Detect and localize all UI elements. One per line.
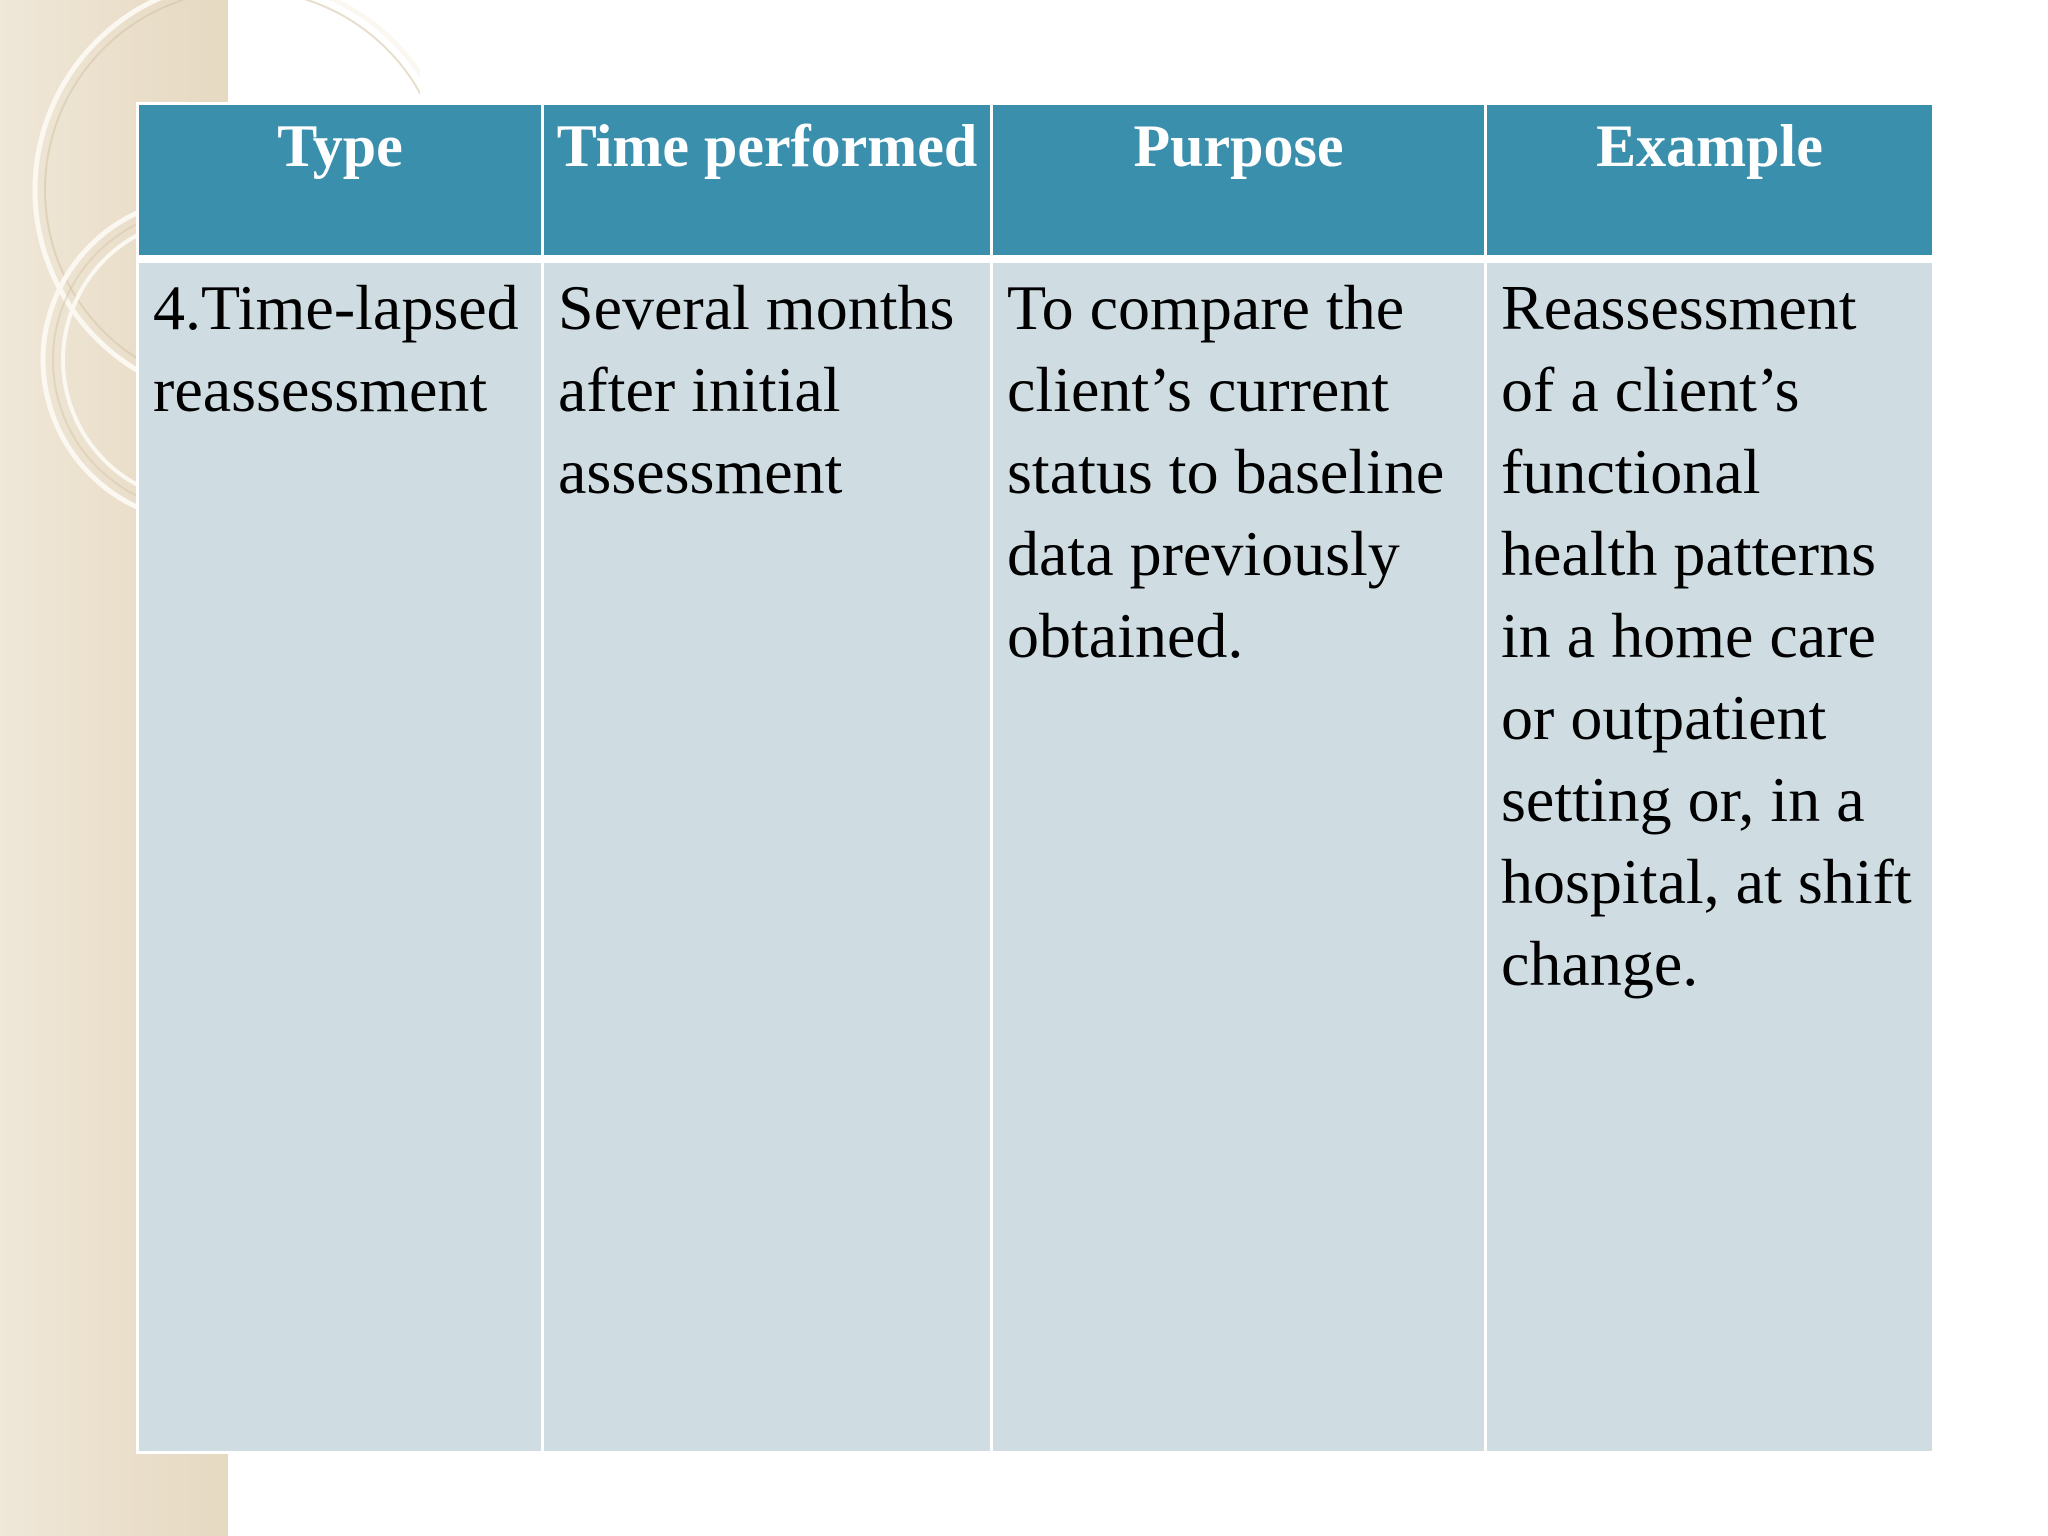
cell-time-performed: Several months after initial assessment [543, 259, 992, 1453]
cell-example: Reassessment of a client’s functional health patterns in a home care or outpatient setting or, in a hospital, at shift change. [1486, 259, 1934, 1453]
table-row [138, 259, 1934, 1453]
cell-type: 4.Time-lapsed reassessment [138, 259, 543, 1453]
header-example: Example [1486, 104, 1934, 260]
header-type: Type [138, 104, 543, 260]
assessment-table [136, 102, 1935, 1454]
cell-purpose: To compare the client’s current status to baseline data previously obtained. [992, 259, 1486, 1453]
header-time-performed: Time performed [543, 104, 992, 260]
table-header-row [138, 104, 1934, 260]
header-purpose: Purpose [992, 104, 1486, 260]
